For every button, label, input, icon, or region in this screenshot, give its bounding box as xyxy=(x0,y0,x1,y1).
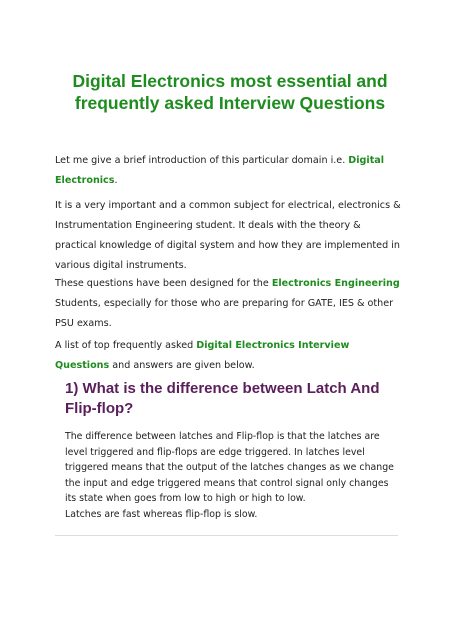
question-section xyxy=(55,379,399,522)
question-answer xyxy=(65,429,400,522)
audience-text-after: Students, especially for those who are preparing for GATE, IES & other PSU exams. xyxy=(55,298,394,329)
list-intro-text-after: and answers are given below. xyxy=(109,360,255,371)
audience-highlight: Electronics Engineering xyxy=(271,278,400,289)
question-heading: 1) What is the difference between Latch And Flip-flop? xyxy=(65,380,380,417)
answer-line: Latches are fast whereas flip-flop is slow. xyxy=(65,508,258,520)
document-title: Digital Electronics most essential and frequently asked Interview Questions xyxy=(72,71,388,113)
section-divider xyxy=(55,535,398,536)
audience-text-before: These questions have been designed for the xyxy=(55,278,272,289)
subject-paragraph: It is a very important and a common subject for electrical, electronics & Instrumentation Engineering student. It deals with the theory & practical knowledge of digital system and how they are implemented in various digital instruments. xyxy=(55,200,401,271)
list-intro-text-before: A list of top frequently asked xyxy=(55,340,197,351)
list-intro-paragraph xyxy=(55,336,405,376)
intro-paragraph xyxy=(55,151,405,191)
answer-line: The difference between latches and Flip-flop is that the latches are level triggered and flip-flops are edge triggered. In latches level triggered means that the output of the latches changes as we change the input and edge triggered means that control signal only changes its state when goes from low to high or high to low. xyxy=(65,431,394,504)
audience-paragraph xyxy=(55,274,405,334)
intro-text-after: . xyxy=(114,175,118,186)
intro-highlight: Digital Electronics xyxy=(55,155,385,186)
list-intro-highlight: Digital Electronics Interview Questions xyxy=(55,340,350,371)
intro-text-before: Let me give a brief introduction of this particular domain i.e. xyxy=(55,155,349,166)
